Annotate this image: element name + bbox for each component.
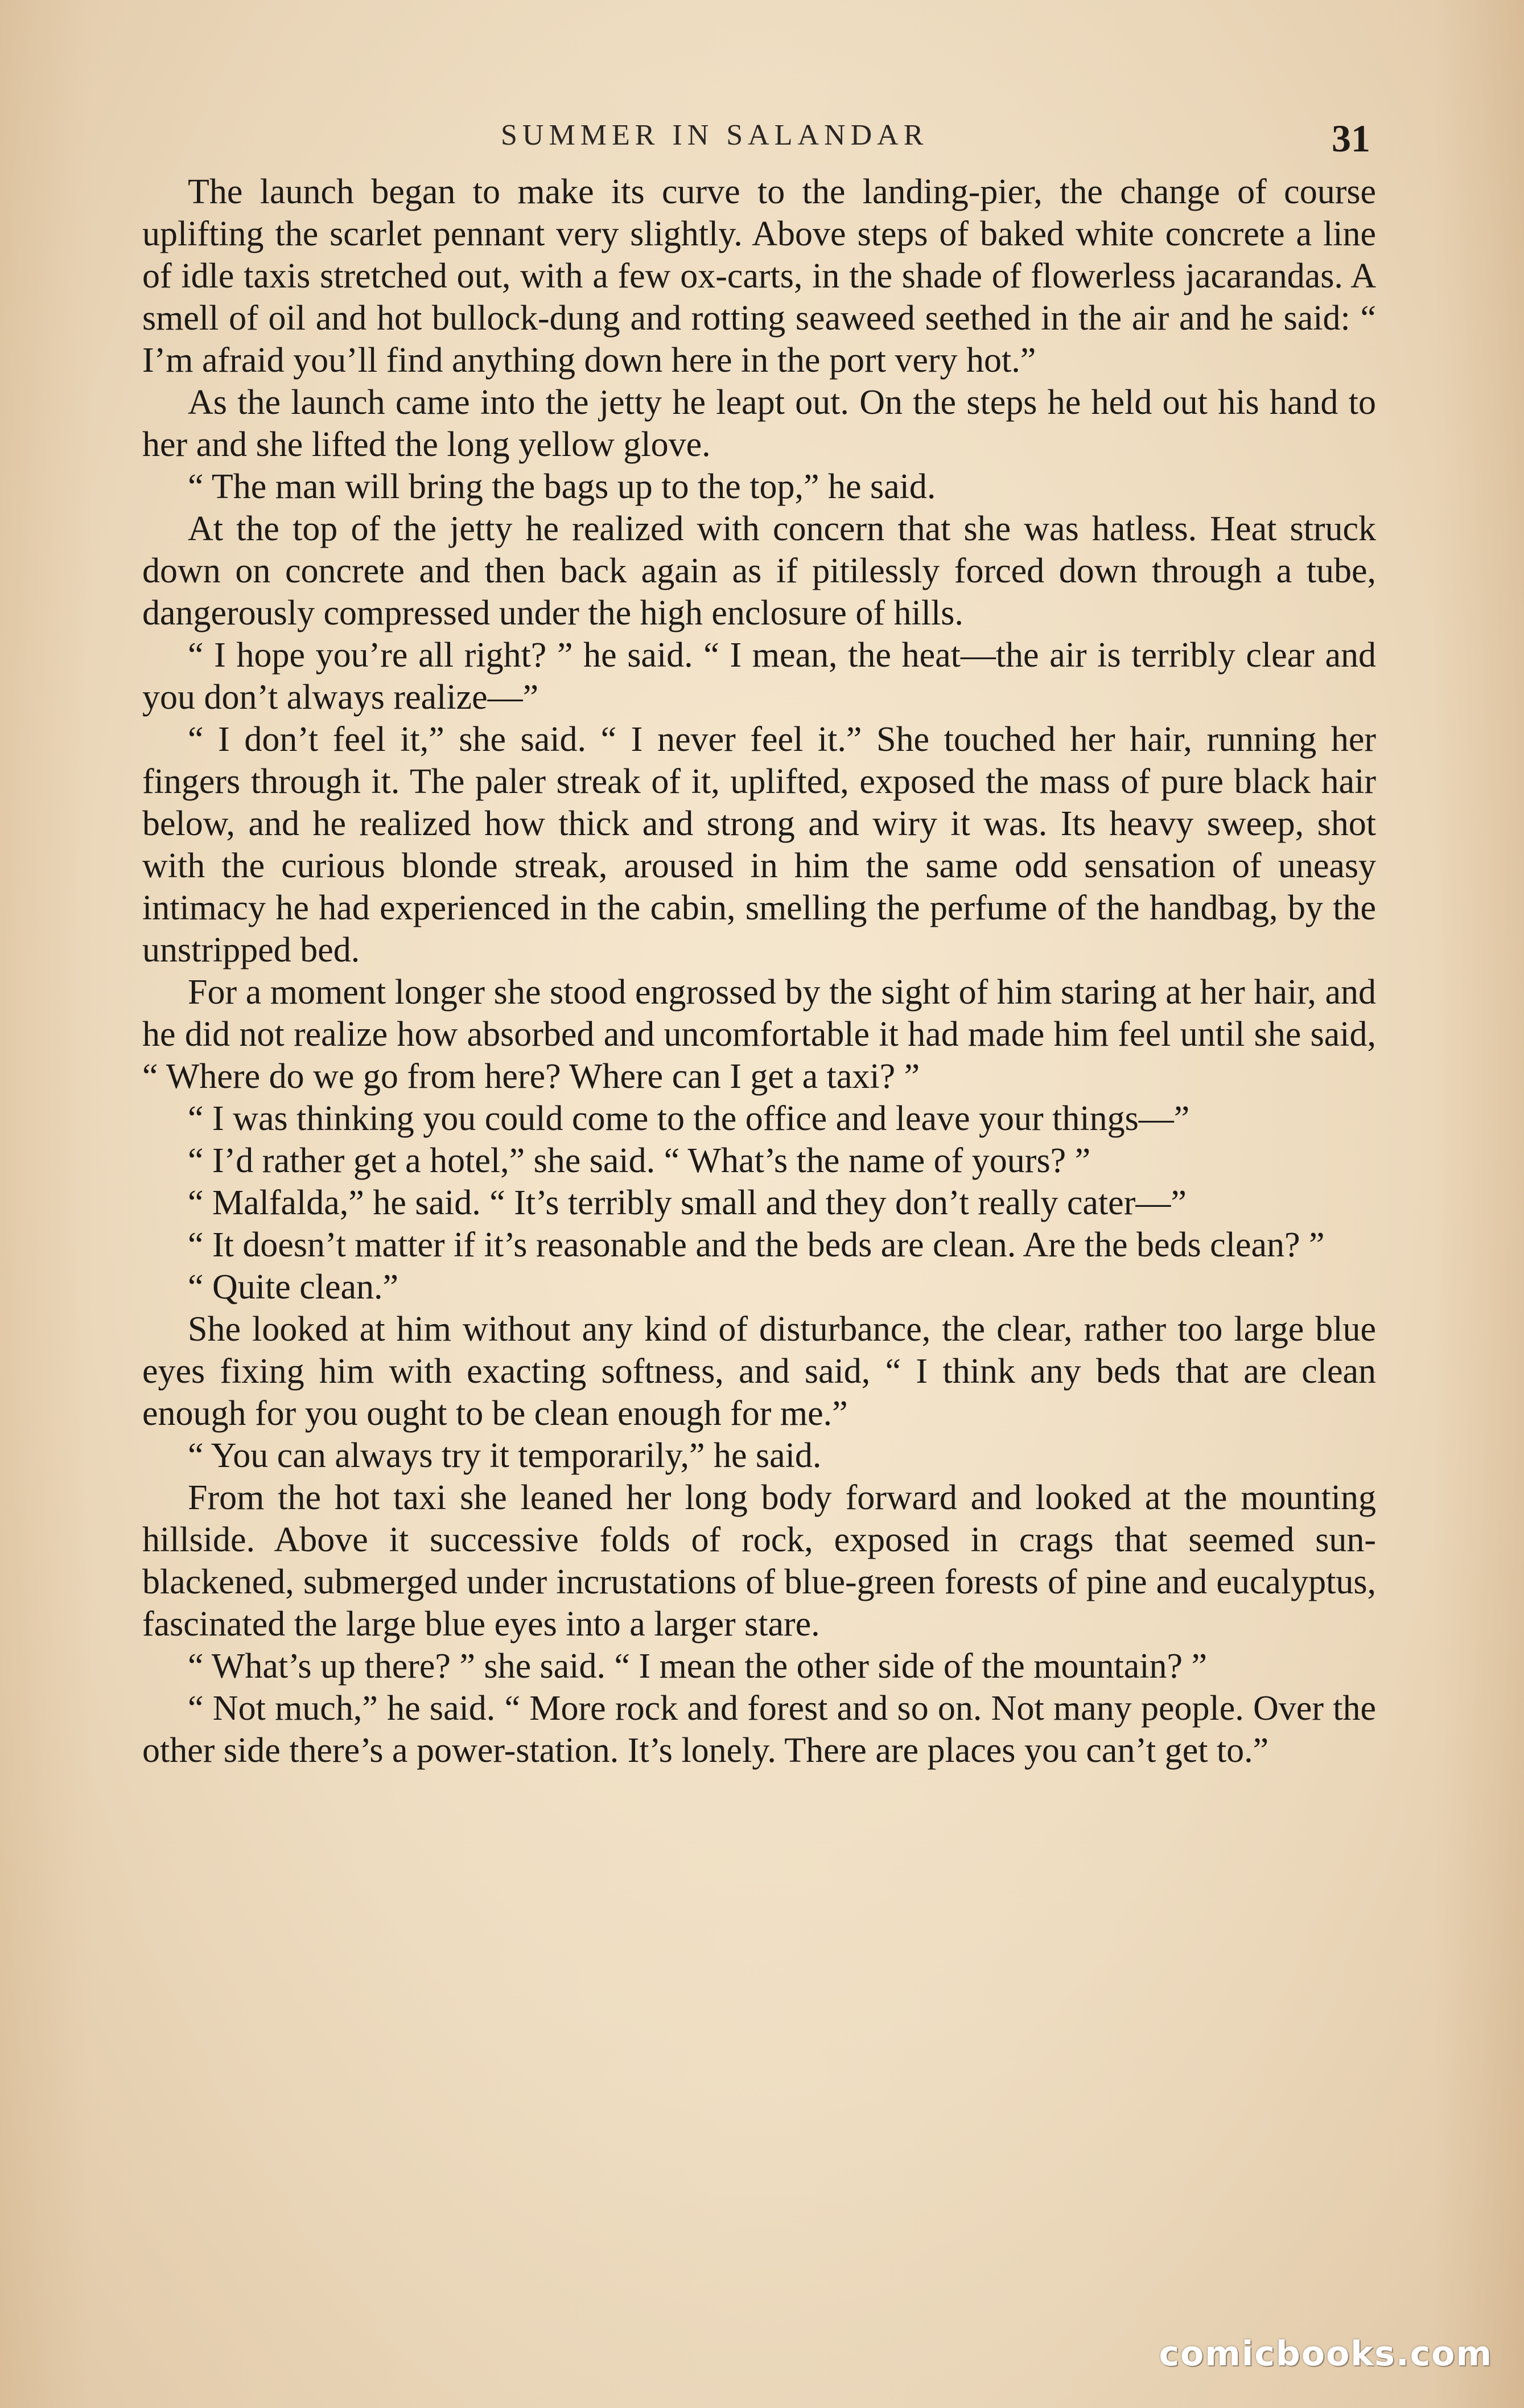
paragraph: “ I don’t feel it,” she said. “ I never feel it.” She touched her hair, running her fingers through it. The paler streak of it, uplifted, exposed the mass of pure black hair below, and he realized how thick and strong and wiry it was. Its heavy sweep, shot with the curious blonde streak, aroused in him the same odd sensation of uneasy intimacy he had experienced in the cabin, smelling the perfume of the handbag, by the unstripped bed. [142,720,1376,969]
paragraph: As the launch came into the jetty he leapt out. On the steps he held out his hand to her and she lifted the long yellow glove. [142,383,1376,464]
paragraph: The launch began to make its curve to the landing-pier, the change of course uplifting the scarlet pennant very slightly. Above steps of baked white concrete a line of idle taxis stretched out, with a few ox-carts, in the shade of flowerless jacarandas. A smell of oil and hot bullock-dung and rotting seaweed seethed in the air and he said: “ I’m afraid you’ll find anything down here in the port very hot.” [142,172,1376,380]
paragraph: “ You can always try it temporarily,” he said. [188,1436,822,1475]
paragraph: “ Not much,” he said. “ More rock and forest and so on. Not many people. Over the other side there’s a power-station. It’s lonely. There are places you can’t get to.” [142,1689,1376,1770]
paragraph: At the top of the jetty he realized with concern that she was hatless. Heat struck down on concrete and then back again as if pitilessly forced down through a tube, dangerously compressed under the high enclosure of hills. [142,509,1376,632]
paragraph: “ The man will bring the bags up to the top,” he said. [188,467,936,506]
paragraph: She looked at him without any kind of disturbance, the clear, rather too large blue eyes fixing him with exacting softness, and said, “ I think any beds that are clean enough for you ought to be clean enough for me.” [142,1310,1376,1433]
paragraph: “ I’d rather get a hotel,” she said. “ What’s the name of yours? ” [188,1141,1091,1180]
running-title: SUMMER IN SALANDAR [501,119,929,151]
page-number: 31 [1332,117,1370,160]
paragraph: “ I was thinking you could come to the office and leave your things—” [188,1099,1190,1138]
paragraph: “ I hope you’re all right? ” he said. “ I mean, the heat—the air is terribly clear and you don’t always realize—” [142,636,1376,717]
paragraph: “ Malfalda,” he said. “ It’s terribly small and they don’t really cater—” [188,1184,1187,1222]
running-header [0,118,1524,164]
paragraph: “ Quite clean.” [188,1268,399,1306]
paragraph: “ It doesn’t matter if it’s reasonable and the beds are clean. Are the beds clean? ” [188,1226,1325,1264]
paragraph: “ What’s up there? ” she said. “ I mean the other side of the mountain? ” [188,1647,1208,1686]
body-text [142,171,1376,1772]
paragraph: For a moment longer she stood engrossed by the sight of him staring at her hair, and he did not realize how absorbed and uncomfortable it had made him feel until she said, “ Where do we go from here? Where can I get a taxi? ” [142,973,1376,1096]
paragraph: From the hot taxi she leaned her long body forward and looked at the mounting hillside. Above it successive folds of rock, exposed in crags that seemed sun-blackened, submerged under incrustations of blue-green forests of pine and eucalyptus, fascinated the large blue eyes into a larger stare. [142,1478,1376,1643]
watermark: comicbooks.com [1159,2334,1493,2374]
